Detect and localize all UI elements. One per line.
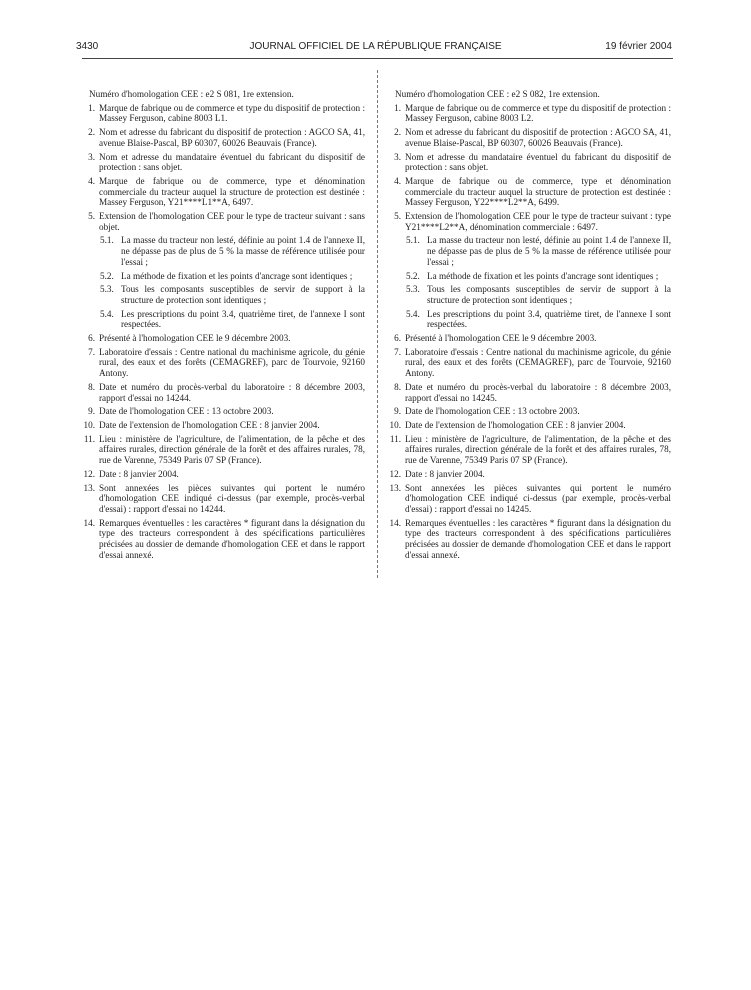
item-number: 9. — [394, 406, 401, 417]
item-number: 8. — [88, 381, 95, 392]
item-number: 1. — [394, 102, 401, 113]
item-text: Présenté à l'homologation CEE le 9 décembre 2003. — [405, 333, 597, 344]
page-number: 3430 — [76, 41, 99, 52]
item-number: 3. — [394, 151, 401, 162]
item-number: 14. — [389, 517, 401, 528]
sub-item — [83, 284, 365, 305]
item-text: Les prescriptions du point 3.4, quatrième tiret, de l'annexe I sont respectées. — [427, 308, 671, 330]
item-text: Lieu : ministère de l'agriculture, de l'alimentation, de la pêche et des affaires rurales, direction générale de la forêt et des affaires rurales, 78, rue de Varenne, 75349 Paris 07 SP (France). — [99, 433, 365, 466]
item-text: Marque de fabrique ou de commerce et type du dispositif de protection : Massey Ferguson, cabine 8003 L1. — [99, 102, 365, 124]
issue-date: 19 février 2004 — [605, 41, 672, 52]
column-divider — [377, 70, 378, 578]
list-item — [83, 211, 365, 232]
item-text: Date de l'homologation CEE : 13 octobre 2003. — [99, 406, 274, 417]
item-text: Les prescriptions du point 3.4, quatrième tiret, de l'annexe I sont respectées. — [121, 308, 365, 330]
item-text: Nom et adresse du fabricant du dispositif de protection : AGCO SA, 41, avenue Blaise-Pascal, BP 60307, 60026 Beauvais (France). — [405, 127, 671, 148]
list-item — [389, 518, 671, 561]
item-number: 2. — [394, 127, 401, 138]
item-number: 5. — [394, 211, 401, 222]
item-number: 9. — [88, 406, 95, 417]
sub-item — [389, 271, 671, 282]
item-text: Marque de fabrique ou de commerce, type et dénomination commerciale du tracteur auquel la structure de protection est destinée : Massey Ferguson, Y21****L1**A, 6497. — [99, 175, 365, 208]
item-text: Nom et adresse du mandataire éventuel du fabricant du dispositif de protection : sans objet. — [99, 151, 365, 173]
list-item — [83, 420, 365, 431]
item-number: 8. — [394, 381, 401, 392]
sub-item — [389, 284, 671, 305]
item-number: 4. — [88, 175, 95, 186]
item-text: Laboratoire d'essais : Centre national du machinisme agricole, du génie rural, des eaux et des forêts (CEMAGREF), parc de Tourvoie, 92160 Antony. — [99, 346, 365, 379]
item-text: La masse du tracteur non lesté, définie au point 1.4 de l'annexe II, ne dépasse pas de plus de 5 % la masse de référence utilisée pour l'essai ; — [121, 235, 365, 267]
item-number: 10. — [83, 419, 95, 430]
list-item — [83, 347, 365, 379]
item-number: 5.1. — [100, 235, 114, 246]
item-number: 5. — [88, 211, 95, 222]
item-text: Extension de l'homologation CEE pour le type de tracteur suivant : type Y21****L2**A, dénomination commerciale : 6497. — [405, 211, 671, 232]
item-number: 5.1. — [406, 235, 420, 246]
list-item — [389, 382, 671, 403]
right-column — [389, 89, 671, 563]
item-number: 5.3. — [406, 284, 420, 295]
list-item — [389, 103, 671, 124]
list-item — [83, 176, 365, 208]
item-number: 3. — [88, 151, 95, 162]
item-number: 6. — [394, 333, 401, 344]
item-number: 6. — [88, 333, 95, 344]
item-number: 5.2. — [406, 270, 420, 281]
item-text: Nom et adresse du mandataire éventuel du fabricant du dispositif de protection : sans objet. — [405, 151, 671, 173]
item-number: 7. — [88, 346, 95, 357]
item-text: La méthode de fixation et les points d'ancrage sont identiques ; — [427, 270, 659, 281]
item-text: Date de l'homologation CEE : 13 octobre 2003. — [405, 406, 580, 417]
list-item — [83, 406, 365, 417]
item-text: Présenté à l'homologation CEE le 9 décembre 2003. — [99, 333, 291, 344]
item-text: Remarques éventuelles : les caractères * figurant dans la désignation du type des tracteurs correspondent à des spécifications particulières précisées au dossier de demande d'homologation CEE et dans le rapport d'essai annexé. — [405, 517, 671, 560]
item-text: Nom et adresse du fabricant du dispositif de protection : AGCO SA, 41, avenue Blaise-Pascal, BP 60307, 60026 Beauvais (France). — [99, 127, 365, 148]
list-item — [83, 103, 365, 124]
sub-item — [83, 235, 365, 267]
item-text: Extension de l'homologation CEE pour le type de tracteur suivant : sans objet. — [99, 211, 365, 232]
item-number: 13. — [389, 482, 401, 493]
list-item — [389, 127, 671, 148]
list-item — [83, 434, 365, 466]
item-list — [389, 103, 671, 561]
item-text: Date et numéro du procès-verbal du laboratoire : 8 décembre 2003, rapport d'essai no 14244. — [99, 381, 365, 403]
item-text: Date et numéro du procès-verbal du laboratoire : 8 décembre 2003, rapport d'essai no 14245. — [405, 381, 671, 403]
item-number: 1. — [88, 102, 95, 113]
item-number: 14. — [83, 517, 95, 528]
sub-item — [389, 235, 671, 267]
list-item — [83, 518, 365, 561]
list-item — [83, 382, 365, 403]
list-item — [389, 469, 671, 480]
list-item — [389, 483, 671, 515]
item-number: 5.4. — [406, 308, 420, 319]
list-item — [83, 469, 365, 480]
header-rule — [82, 58, 673, 59]
item-text: La masse du tracteur non lesté, définie au point 1.4 de l'annexe II, ne dépasse pas de plus de 5 % la masse de référence utilisée pour l'essai ; — [427, 235, 671, 267]
item-number: 2. — [88, 127, 95, 138]
item-number: 12. — [389, 468, 401, 479]
sub-item — [83, 271, 365, 282]
item-text: Sont annexées les pièces suivantes qui portent le numéro d'homologation CEE indiqué ci-dessus (par exemple, procès-verbal d'essai) : rapport d'essai no 14245. — [405, 482, 671, 514]
list-item — [389, 176, 671, 208]
item-text: Date : 8 janvier 2004. — [99, 468, 179, 479]
item-text: Date de l'extension de l'homologation CEE : 8 janvier 2004. — [99, 419, 320, 430]
item-number: 5.4. — [100, 308, 114, 319]
item-number: 13. — [83, 482, 95, 493]
sub-item — [83, 309, 365, 330]
item-number: 10. — [389, 419, 401, 430]
item-text: Laboratoire d'essais : Centre national du machinisme agricole, du génie rural, des eaux et des forêts (CEMAGREF), parc de Tourvoie, 92160 Antony. — [405, 346, 671, 379]
item-number: 11. — [389, 433, 401, 444]
list-item — [389, 333, 671, 344]
item-number: 5.3. — [100, 284, 114, 295]
item-text: La méthode de fixation et les points d'ancrage sont identiques ; — [121, 270, 353, 281]
left-column — [83, 89, 365, 563]
list-item — [389, 347, 671, 379]
item-text: Marque de fabrique ou de commerce, type et dénomination commerciale du tracteur auquel la structure de protection est destinée : Massey Ferguson, Y22****L2**A, 6499. — [405, 175, 671, 208]
item-text: Tous les composants susceptibles de servir de support à la structure de protection sont identiques ; — [121, 284, 365, 305]
item-number: 12. — [83, 468, 95, 479]
item-list — [83, 103, 365, 561]
item-number: 5.2. — [100, 270, 114, 281]
item-text: Tous les composants susceptibles de servir de support à la structure de protection sont identiques ; — [427, 284, 671, 305]
list-item — [83, 127, 365, 148]
list-item — [389, 406, 671, 417]
item-text: Lieu : ministère de l'agriculture, de l'alimentation, de la pêche et des affaires rurales, direction générale de la forêt et des affaires rurales, 78, rue de Varenne, 75349 Paris 07 SP (France). — [405, 433, 671, 466]
list-item — [83, 152, 365, 173]
list-item — [389, 420, 671, 431]
list-item — [83, 333, 365, 344]
item-number: 7. — [394, 346, 401, 357]
list-item — [389, 434, 671, 466]
list-item — [389, 152, 671, 173]
item-text: Marque de fabrique ou de commerce et type du dispositif de protection : Massey Ferguson, cabine 8003 L2. — [405, 102, 671, 124]
list-item — [389, 211, 671, 232]
list-item — [83, 483, 365, 515]
item-number: 11. — [83, 433, 95, 444]
item-text: Sont annexées les pièces suivantes qui portent le numéro d'homologation CEE indiqué ci-dessus (par exemple, procès-verbal d'essai) : rapport d'essai no 14244. — [99, 482, 365, 514]
journal-title: JOURNAL OFFICIEL DE LA RÉPUBLIQUE FRANÇAISE — [249, 41, 502, 52]
item-number: 4. — [394, 175, 401, 186]
homologation-number-heading: Numéro d'homologation CEE : e2 S 081, 1re extension. — [89, 89, 294, 99]
homologation-number-heading: Numéro d'homologation CEE : e2 S 082, 1re extension. — [395, 89, 600, 99]
item-text: Remarques éventuelles : les caractères * figurant dans la désignation du type des tracteurs correspondent à des spécifications particulières précisées au dossier de demande d'homologation CEE et dans le rapport d'essai annexé. — [99, 517, 365, 560]
sub-item — [389, 309, 671, 330]
item-text: Date de l'extension de l'homologation CEE : 8 janvier 2004. — [405, 419, 626, 430]
item-text: Date : 8 janvier 2004. — [405, 468, 485, 479]
